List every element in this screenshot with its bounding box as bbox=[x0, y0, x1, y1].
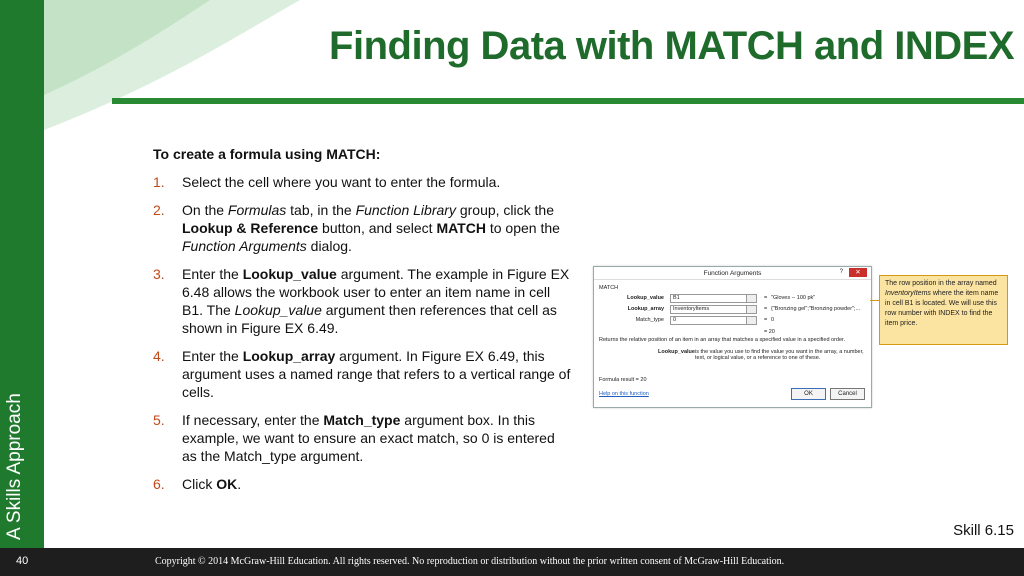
step-text: Enter the Lookup_value argument. The example in Figure EX 6.48 allows the workbook user to enter an item name in cell B1. The Lookup_value argument then references that cell as shown in Figure EX 6.49. bbox=[182, 266, 570, 336]
steps-list bbox=[153, 173, 573, 493]
dialog-title: Function Arguments bbox=[703, 270, 762, 277]
step-number: 3. bbox=[153, 266, 165, 282]
step-1 bbox=[153, 173, 573, 191]
close-icon[interactable]: ✕ bbox=[849, 268, 867, 277]
function-total: = 20 bbox=[764, 329, 775, 335]
step-number: 5. bbox=[153, 412, 165, 428]
function-description: Returns the relative position of an item in an array that matches a specified value in a specified order. bbox=[599, 337, 846, 343]
step-text: Select the cell where you want to enter the formula. bbox=[182, 174, 501, 190]
step-number: 1. bbox=[153, 174, 165, 190]
arg-result: "Gloves -- 100 pk" bbox=[771, 295, 816, 301]
instructions bbox=[153, 145, 573, 503]
arg-result: {"Bronzing gel";"Bronzing powder";... bbox=[771, 306, 861, 312]
step-5 bbox=[153, 411, 573, 465]
arg-label: Lookup_array bbox=[627, 306, 664, 312]
step-number: 4. bbox=[153, 348, 165, 364]
footer-bar bbox=[0, 548, 1024, 576]
arg-row-lookup-value bbox=[594, 294, 871, 302]
arg-row-match-type bbox=[594, 316, 871, 324]
callout-note: The row position in the array named InventoryItems where the item name in cell B1 is located. We will use this row number with INDEX to find the item price. bbox=[879, 275, 1008, 345]
sidebar-label: A Skills Approach bbox=[4, 393, 25, 540]
ok-button[interactable]: OK bbox=[791, 388, 826, 400]
skill-label: Skill 6.15 bbox=[953, 522, 1014, 539]
step-number: 2. bbox=[153, 202, 165, 218]
step-2 bbox=[153, 201, 573, 255]
formula-result: Formula result = 20 bbox=[599, 377, 647, 383]
lookup-array-input[interactable]: InventoryItems bbox=[670, 305, 748, 314]
cancel-button[interactable]: Cancel bbox=[830, 388, 865, 400]
step-text: On the Formulas tab, in the Function Library group, click the Lookup & Reference button, and select MATCH to open the Function Arguments dialog. bbox=[182, 202, 560, 254]
step-text: If necessary, enter the Match_type argument box. In this example, we want to ensure an exact match, so 0 is entered as the Match_type argument. bbox=[182, 412, 555, 464]
step-number: 6. bbox=[153, 476, 165, 492]
step-6 bbox=[153, 475, 573, 493]
instructions-heading: To create a formula using MATCH: bbox=[153, 146, 381, 162]
arg-description: is the value you use to find the value you want in the array, a number, text, or logical value, or a reference to one of these. bbox=[695, 349, 864, 361]
step-text: Click OK. bbox=[182, 476, 242, 492]
arg-result: 0 bbox=[771, 317, 775, 323]
step-text: Enter the Lookup_array argument. In Figure EX 6.49, this argument uses a named range that refers to a vertical range of cells. bbox=[182, 348, 571, 400]
decorative-swoosh bbox=[0, 0, 330, 130]
dialog-titlebar bbox=[594, 267, 871, 280]
step-4 bbox=[153, 347, 573, 401]
range-select-icon[interactable] bbox=[746, 305, 757, 314]
arg-row-lookup-array bbox=[594, 305, 871, 313]
page-number: 40 bbox=[16, 555, 29, 567]
lookup-value-input[interactable]: B1 bbox=[670, 294, 748, 303]
match-type-input[interactable]: 0 bbox=[670, 316, 748, 325]
range-select-icon[interactable] bbox=[746, 294, 757, 303]
copyright-notice: Copyright © 2014 McGraw-Hill Education. All rights reserved. No reproduction or distribution without the prior written consent of McGraw-Hill Education. bbox=[155, 556, 785, 567]
step-3 bbox=[153, 265, 573, 337]
arg-label: Match_type bbox=[635, 317, 664, 323]
function-arguments-dialog bbox=[593, 266, 872, 408]
title-rule bbox=[112, 98, 1024, 104]
function-name: MATCH bbox=[599, 285, 619, 291]
range-select-icon[interactable] bbox=[746, 316, 757, 325]
help-link[interactable]: Help on this function bbox=[599, 391, 649, 397]
slide-title: Finding Data with MATCH and INDEX bbox=[329, 24, 1014, 68]
equals-sign: = bbox=[764, 317, 768, 323]
equals-sign: = bbox=[764, 295, 768, 301]
arg-description-label: Lookup_value bbox=[658, 349, 695, 355]
help-icon[interactable]: ? bbox=[839, 269, 843, 275]
equals-sign: = bbox=[764, 306, 768, 312]
arg-label: Lookup_value bbox=[627, 295, 664, 301]
